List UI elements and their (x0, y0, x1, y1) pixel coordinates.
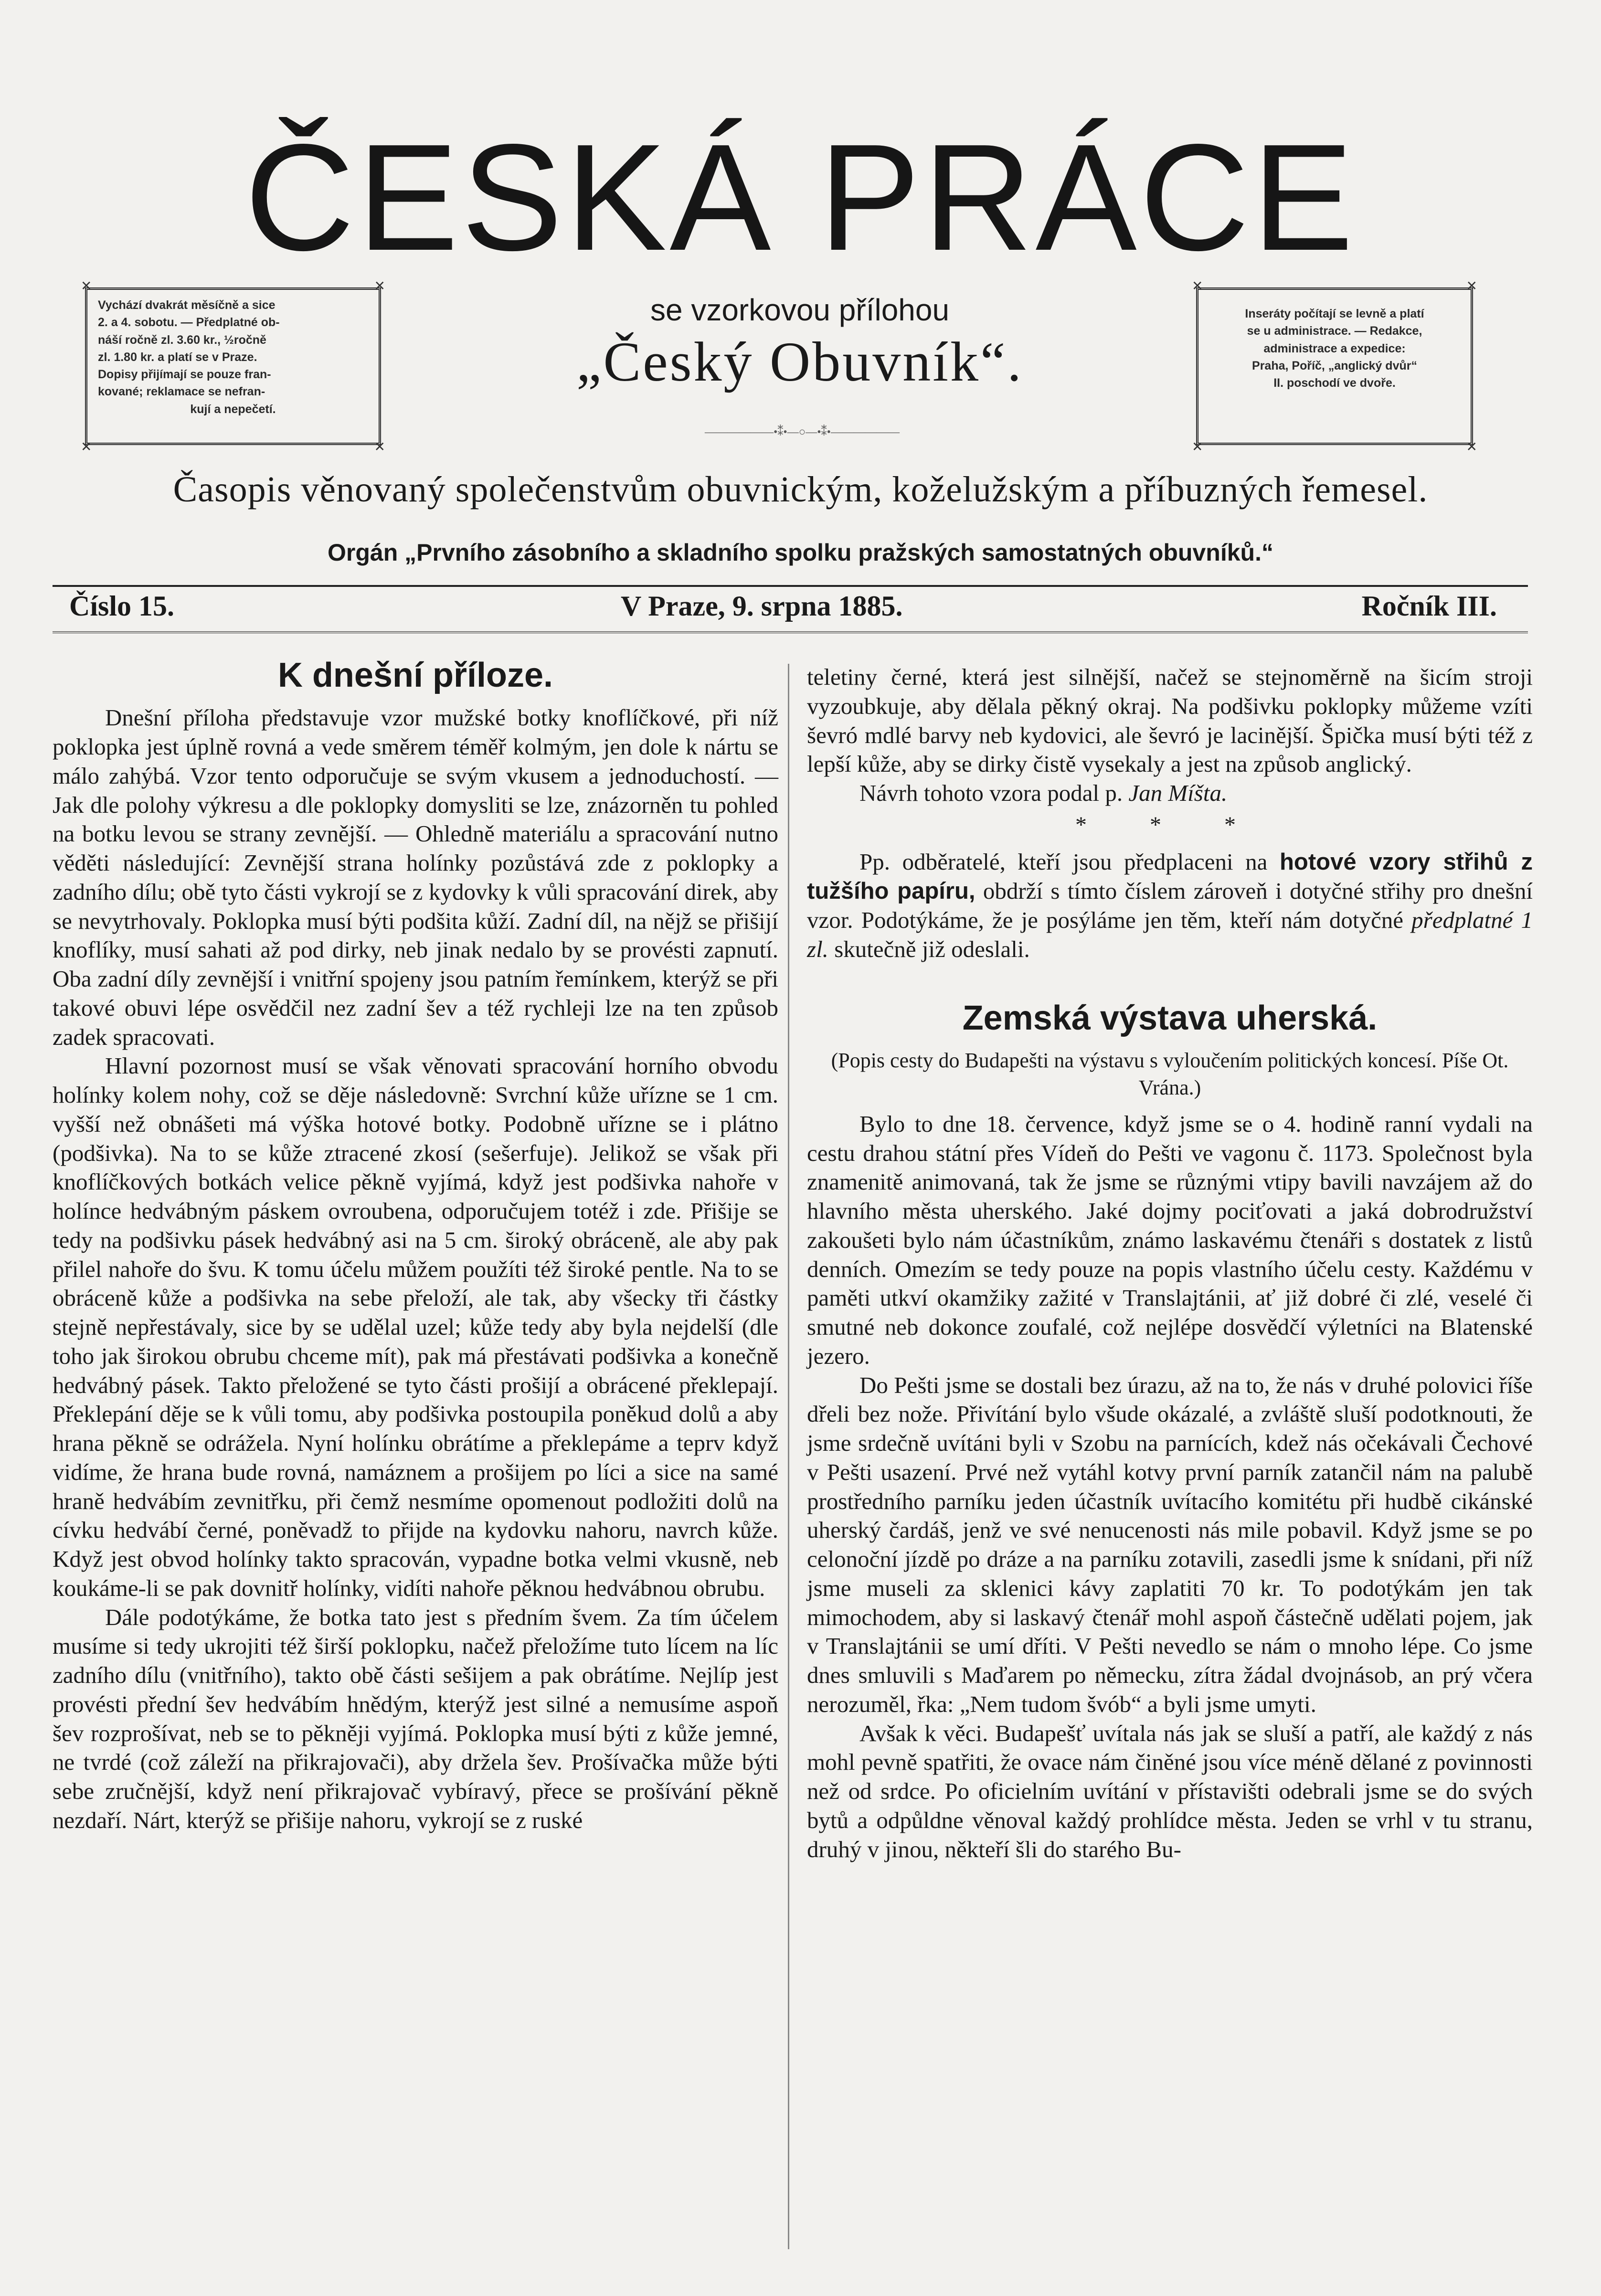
article-paragraph: Dnešní příloha představuje vzor mužské botky knoflíčkové, při níž poklopka jest úplně rovná a vede směrem téměř kolmým, jen dole k nártu se málo zahýbá. Vzor tento odporučuje se svým vkusem a jednoduchostí. — Jak dle polohy výkresu a dle poklopky domysliti se lze, znázorněn tu pohled na botku levou se strany zevnější. — Ohledně materiálu a spracování nutno věděti následující: Zevnější strana holínky pozůstává zde z poklopky a zadního dílu; obě tyto části vykrojí se z kydovky k vůli spracování direk, aby se nevytrhovaly. Poklopka musí býti podšita kůží. Zadní díl, na nějž se přišijí knoflíky, musí sahati až pod dirky, neb jinak nedalo by se provésti zapnutí. Oba zadní díly zevnější i vnitřní spojeny jsou patním řemínkem, kterýž se při takové obuvi lépe osvědčil nez zadní šev a též rychleji lze na ten způsob zadek spracovati. (53, 704, 778, 1050)
corner-ornament-icon: ✕ (1192, 278, 1203, 293)
subscriber-notice (807, 848, 1533, 964)
box-line: II. poschodí ve dvoře. (1273, 376, 1396, 390)
organ-line: Orgán „Prvního zásobního a skladního spolku pražských samostatných obuvníků.“ (328, 539, 1273, 566)
box-line: se u administrace. — Redakce, (1247, 324, 1422, 338)
column-divider (788, 664, 789, 2249)
tagline: Časopis věnovaný společenstvům obuvnickým, koželužským a příbuzných řemesel. (173, 469, 1428, 510)
advertising-box (1192, 278, 1477, 455)
notice-text: Pp. odběratelé, kteří jsou předplaceni na (859, 849, 1268, 875)
article-paragraph: Dále podotýkáme, že botka tato jest s předním švem. Za tím účelem musíme si tedy ukrojiti též širší poklopku, načež přeložíme tuto lícem na líc zadního dílu (vnitřního), takto obě části sešijem a pak obrátíme. Nejlíp jest provésti přední šev hedvábím hnědým, kterýž jest silné a nemusíme aspoň šev rozprošívat, neb se to pěkněji vyjímá. Poklopka musí býti z kůže jemné, ne tvrdé (což záleží na přikrajovači), aby držela šev. Prošívačka může býti sebe zručnější, když není přikrajovač vybíravý, přece se prošívání pěkně nezdaří. Nárt, kterýž se přišije nahoru, vykrojí se z ruské (53, 1604, 778, 1833)
box-line: kované; reklamace se nefran- (98, 385, 265, 399)
box-line: Dopisy přijímají se pouze fran- (98, 368, 271, 381)
notice-emphasis: hotové vzory střihů z tužšího papíru, (807, 849, 1533, 904)
bottom-rule (53, 631, 1528, 635)
corner-ornament-icon: ✕ (1466, 439, 1477, 455)
subtitle-line2: „Český Obuvník“. (576, 330, 1023, 393)
separator-stars: * * * (1075, 812, 1264, 838)
box-line: administrace a expedice: (1263, 341, 1406, 355)
left-column (53, 654, 778, 1835)
box-line: zl. 1.80 kr. a platí se v Praze. (98, 350, 257, 364)
article-paragraph: Do Pešti jsme se dostali bez úrazu, až na to, že nás v druhé polovici říše dřeli bez nože. Přivítání bylo všude okázalé, a zvláště sluší podotknouti, že jsme srdečně uvítáni byli v Szobu na parnících, kdež nás očekávali Čechové v Pešti usazení. Prvé než vytáhl kotvy první parník zatančil nám na palubě prostředního parníku jeden účastník uvítacího komitétu při hudbě cikánské uherský čardáš, jenž ve své nenucenosti nás mile pobavil. Když jsme se po celonoční jízdě po dráze a na parníku zotavili, zasedli jsme k snídani, při níž jsme museli za sklenici kávy zaplatiti 70 kr. To podotýkám jen tak mimochodem, aby si laskavý čtenář mohl aspoň částečně udělati pojem, jak v Translajtánii se umí dříti. V Pešti nevedlo se nám o mnoho lépe. Co jsme dnes smluvili s Maďarem po německu, zítra žádal dvojnásob, an prý včera nerozuměl, řka: „Nem tudom švób“ a byli jsme umyti. (807, 1371, 1533, 1717)
article-heading: Zemská výstava uherská. (962, 999, 1378, 1038)
corner-ornament-icon: ✕ (1466, 278, 1477, 293)
notice-text: obdrží s tímto číslem zároveň i dotyčné střihy pro dnešní vzor. Podotýkáme, že je posýláme jen těm, kteří nám dotyčné (807, 878, 1533, 933)
box-line: Praha, Poříč, „anglický dvůr“ (1252, 359, 1417, 372)
article-paragraph: Hlavní pozornost musí se však věnovati spracování horního obvodu holínky kolem nohy, což se děje následovně: Svrchní kůže uřízne se 1 cm. vyšší než obnášeti má výška hotové botky. Podobně uřízne se i plátno (podšivka). Na to se kůže ztracené zkosí (sešerfuje). Jelikož se však při knoflíčkových botkách velice pěkně vyjímá, když jest podšivka nahoře v holínce hedvábným páskem ovroubena, odporučujem totéž i zde. Přišije se tedy na podšivku pásek hedvábný asi na 5 cm. široký obráceně, ale aby pak přilel nahoře do švu. K tomu účelu můžem použíti též široké pentle. Na to se obráceně kůže a podšivka na sebe přeloží, ale tak, aby všecky tři částky stejně nepřestávaly, sice by se udělal uzel; kůže tedy aby byla nejdelší (dle toho jak širokou obrubu chceme mít), pak má přestávati podšivka a konečně hedvábný pásek. Takto přeložené se tyto části prošijí a obrácené překlepají. Překlepání děje se k vůli tomu, aby podšivka postoupila poněkud dolů a aby hrana pěkně se odrážela. Nyní holínku obrátíme a překlepáme a teprv když vidíme, že hrana bude rovná, namáznem a prošijem po líci a sice na samé hraně hedvábím zevnitřku, při čemž nesmíme opomenout podložiti dolů na cívku hedvábí černé, poněvadž to přijde na kydovku nahoru, navrch kůže. Když jest obvod holínky takto spracován, vypadne botka velmi vkusně, neb koukáme-li se pak dovnitř holínky, vidíti nahoře pěknou hedvábnou obrubu. (53, 1052, 778, 1601)
corner-ornament-icon: ✕ (1192, 439, 1203, 455)
ornament-divider: ——————•⁑•—○—•⁑•—————— (704, 426, 900, 438)
author-name: Jan Míšta. (1128, 780, 1228, 806)
subscription-box (81, 278, 385, 455)
masthead-title: ČESKÁ PRÁCE (244, 113, 1357, 282)
author-line (807, 779, 1533, 808)
notice-price: předplatné 1 zl. (807, 906, 1533, 962)
box-line: Vychází dvakrát měsíčně a sice (98, 298, 276, 312)
article-heading: K dnešní příloze. (277, 656, 553, 694)
issue-date: V Praze, 9. srpna 1885. (621, 590, 903, 622)
article-paragraph: Avšak k věci. Budapešť uvítala nás jak se sluší a patří, ale každý z nás mohl pevně spatřiti, že ovace nám činěné jsou více méně dělané z povinnosti než od srdce. Po oficielním uvítání v přístavišti odebrali jsme se do svých bytů a odpůldne věnoval každý prohlídce města. Jeden se vrhl v tu stranu, druhý v jinou, někteří šli do starého Bu- (807, 1720, 1533, 1862)
article-paragraph: Bylo to dne 18. července, když jsme se o 4. hodině ranní vydali na cestu drahou státní přes Vídeň do Pešti ve vagonu č. 1173. Společnost byla znamenitě animovaná, tak že jsme se různými vtipy bavili navzájem až do hlavního města uherského. Jaké dojmy pociťovati a jaká dobrodružství zakoušeti bylo nám účastníkům, známo laskavému čtenáři s dostatek z listů denních. Omezím se tedy pouze na popis vlastního účelu cesty. Každému v paměti utkví okamžiky zažité v Translajtánii, ať již dobré či zlé, veselé či smutné neb dokonce zoufalé, což nejlépe dosvědčí výletníci na Blatenské jezero. (807, 1110, 1533, 1369)
issue-info (69, 590, 1497, 628)
corner-ornament-icon: ✕ (81, 439, 92, 455)
issue-volume: Ročník III. (1361, 590, 1497, 622)
issue-number: Číslo 15. (69, 590, 175, 622)
corner-ornament-icon: ✕ (374, 278, 385, 293)
top-rule (53, 585, 1528, 587)
notice-text: skutečně již odeslali. (834, 935, 1030, 962)
article-paragraph: teletiny černé, která jest silnější, načež se stejnoměrně na šicím stroji vyzoubkuje, aby dělala pěkný okraj. Na podšivku poklopky můžeme vzíti ševró mdlé barvy neb kydovici, ale ševró je lacinější. Špička musí býti též z lepší kůže, aby se dirky čistě vysekaly a jest na způsob anglický. (807, 664, 1533, 777)
box-line: kují a nepečetí. (190, 402, 276, 416)
box-line: náší ročně zl. 3.60 kr., ½ročně (98, 333, 266, 347)
author-prefix: Návrh tohoto vzora podal p. (859, 780, 1123, 806)
corner-ornament-icon: ✕ (81, 278, 92, 293)
article-caption: (Popis cesty do Budapešti na výstavu s vyloučením politických koncesí. Píše Ot. Vrána.) (831, 1048, 1509, 1099)
right-column (807, 663, 1533, 1864)
box-line: Inseráty počítají se levně a platí (1245, 307, 1424, 320)
corner-ornament-icon: ✕ (374, 439, 385, 455)
subtitle-line1: se vzorkovou přílohou (650, 293, 950, 327)
box-line: 2. a 4. sobotu. — Předplatné ob- (98, 316, 280, 330)
